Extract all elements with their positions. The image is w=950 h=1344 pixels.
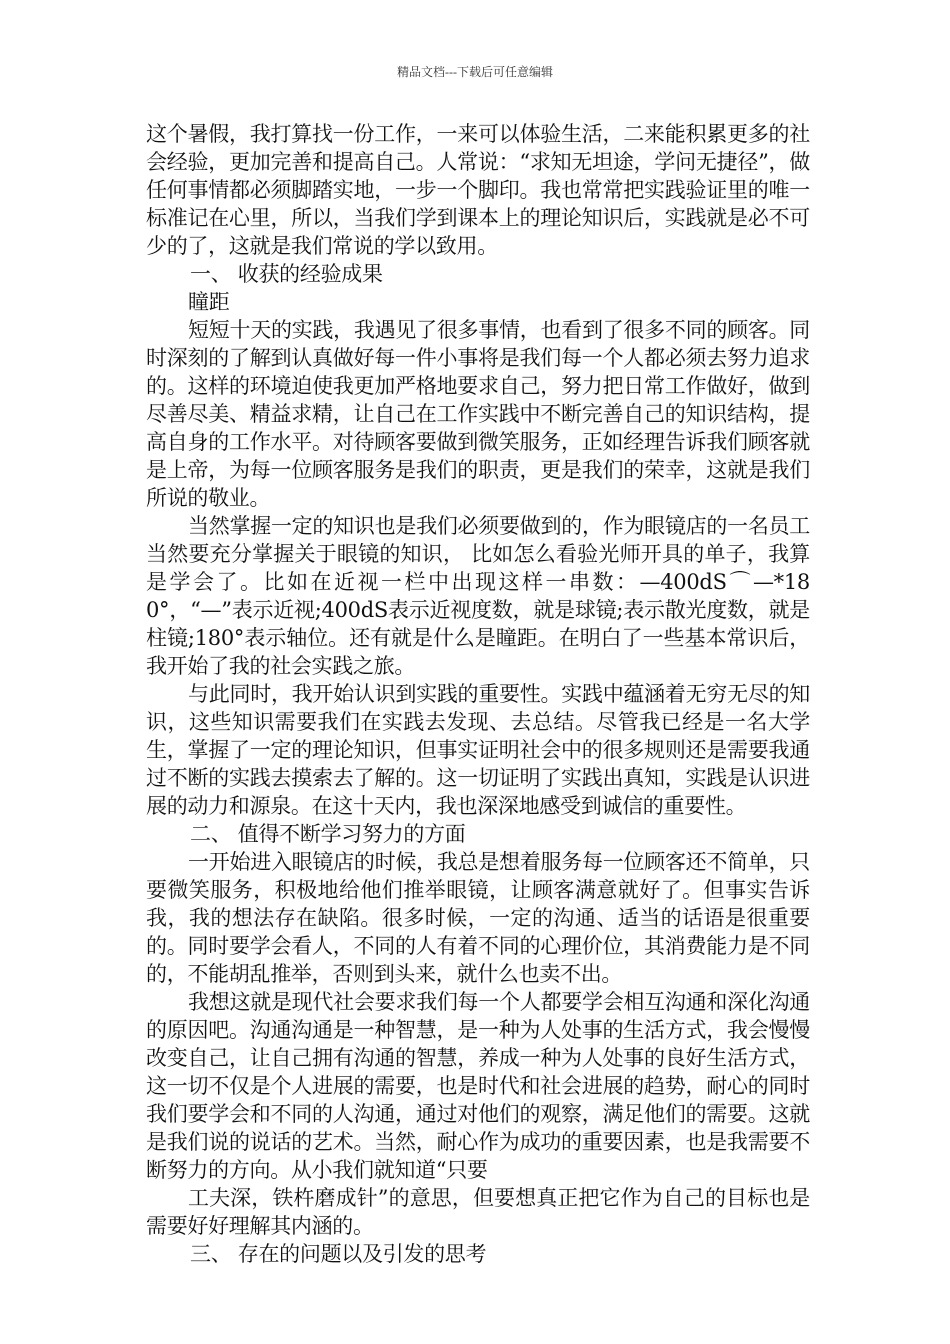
paragraph-ten-days: 短短十天的实践，我遇见了很多事情，也看到了很多不同的顾客。同时深刻的了解到认真做好每一件小事将是我们每一个人都必须去努力追求的。这样的环境迫使我更加严格地要求自己，努力把日常工作做好，做到尽善尽美、精益求精，让自己在工作实践中不断完善自己的知识结构，提高自身的工作水平。对待顾客要做到微笑服务，正如经理告诉我们顾客就是上帝，为每一位顾客服务是我们的职责，更是我们的荣幸，这就是我们所说的敬业。 (146, 318, 810, 510)
paragraph-communication: 我想这就是现代社会要求我们每一个人都要学会相互沟通和深化沟通的原因吧。沟通沟通是一种智慧，是一种为人处事的生活方式，我会慢慢改变自己，让自己拥有沟通的智慧，养成一种为人处事的良好生活方式，这一切不仅是个人进展的需要，也是时代和社会进展的趋势，耐心的同时我们要学会和不同的人沟通，通过对他们的观察，满足他们的需要。这就是我们说的说话的艺术。当然，耐心作为成功的重要因素，也是我需要不断努力的方向。从小我们就知道“只要 (146, 990, 810, 1182)
paragraph-pupil-distance: 瞳距 (188, 290, 230, 314)
paragraph-iron-needle: 工夫深，铁杵磨成针”的意思，但要想真正把它作为自己的目标也是需要好好理解其内涵的。 (146, 1186, 810, 1238)
section-heading-2: 二、 值得不断学习努力的方面 (190, 822, 466, 846)
document-body (146, 120, 810, 1268)
paragraph-first-day: 一开始进入眼镜店的时候，我总是想着服务每一位顾客还不简单，只要微笑服务，积极地给他们推举眼镜，让顾客满意就好了。但事实告诉我，我的想法存在缺陷。很多时候，一定的沟通、适当的话语是很重要的。同时要学会看人，不同的人有着不同的心理价位，其消费能力是不同的，不能胡乱推举，否则到头来，就什么也卖不出。 (146, 850, 810, 986)
paragraph-intro: 这个暑假，我打算找一份工作，一来可以体验生活，二来能积累更多的社会经验，更加完善和提高自己。人常说：“求知无坦途，学问无捷径”，做任何事情都必须脚踏实地，一步一个脚印。我也常常把实践验证里的唯一标准记在心里，所以，当我们学到课本上的理论知识后，实践就是必不可少的了，这就是我们常说的学以致用。 (146, 122, 810, 258)
paragraph-knowledge: 当然掌握一定的知识也是我们必须要做到的，作为眼镜店的一名员工当然要充分掌握关于眼镜的知识， 比如怎么看验光师开具的单子，我算是学会了。比如在近视一栏中出现这样一串数：—400dS⌒—*180°，“—”表示近视;400dS表示近视度数，就是球镜;表示散光度数，就是柱镜;180°表示轴位。还有就是什么是瞳距。在明白了一些基本常识后， 我开始了我的社会实践之旅。 (146, 514, 810, 678)
paragraph-practice: 与此同时，我开始认识到实践的重要性。实践中蕴涵着无穷无尽的知识，这些知识需要我们在实践去发现、去总结。尽管我已经是一名大学生，掌握了一定的理论知识，但事实证明社会中的很多规则还是需要我通过不断的实践去摸索去了解的。这一切证明了实践出真知，实践是认识进展的动力和源泉。在这十天内，我也深深地感受到诚信的重要性。 (146, 682, 810, 818)
page-header: 精品文档---下载后可任意编辑 (397, 65, 553, 79)
section-heading-3: 三、 存在的问题以及引发的思考 (190, 1242, 487, 1266)
section-heading-1: 一、 收获的经验成果 (190, 262, 383, 286)
